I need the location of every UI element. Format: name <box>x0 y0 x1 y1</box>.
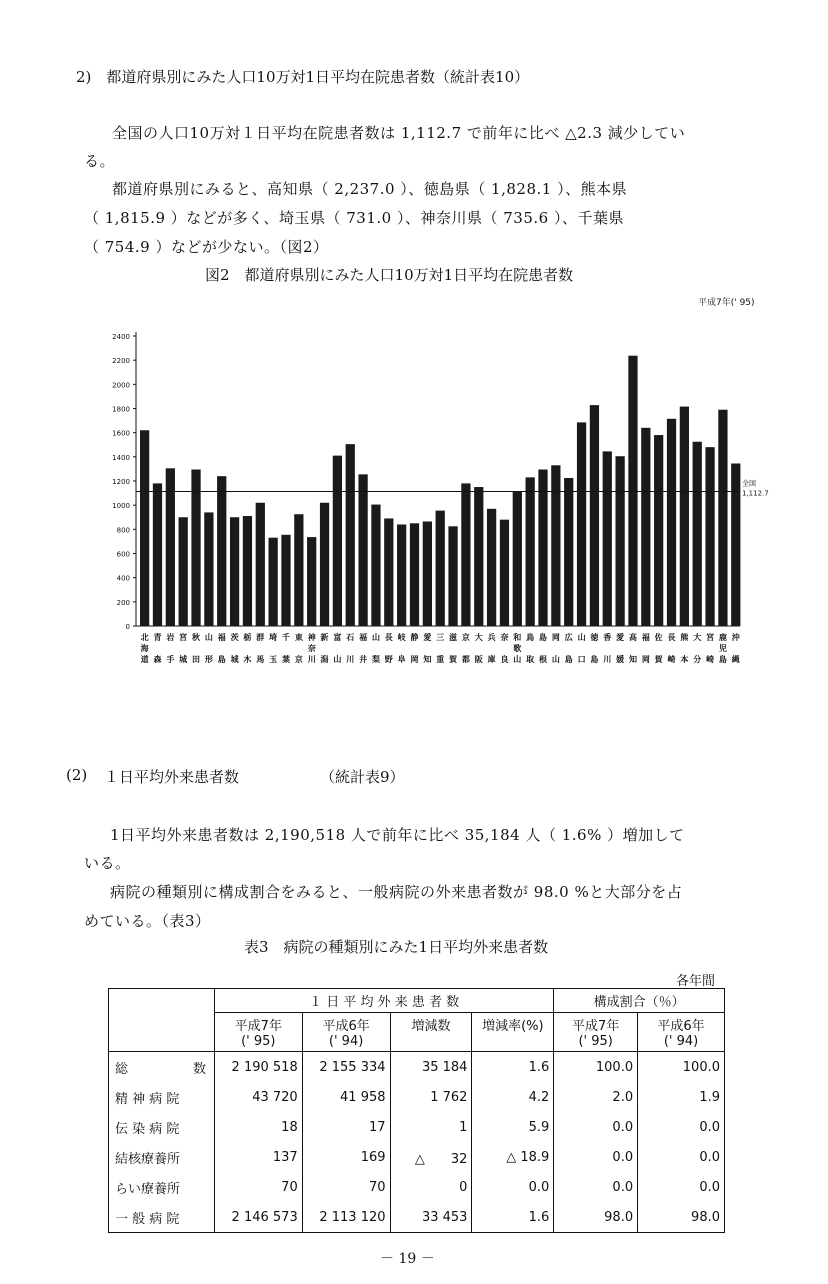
x-tick-label: 分 <box>693 655 702 664</box>
bar <box>384 518 393 626</box>
cell-c7: 0.0 <box>554 1142 638 1172</box>
x-tick-label: 取 <box>526 655 535 664</box>
reference-value: 1,112.7 <box>742 489 769 498</box>
x-tick-label: 長 <box>384 633 393 642</box>
y-tick-label: 1600 <box>112 429 130 438</box>
x-tick-label: 手 <box>166 655 175 664</box>
x-tick-label: 千 <box>281 633 290 642</box>
page-number: － 19 － <box>380 1251 435 1267</box>
cell-rate: 4.2 <box>472 1082 554 1112</box>
y-tick-label: 1400 <box>112 453 130 462</box>
y-tick-label: 600 <box>116 550 130 559</box>
row-label: らい療養所 <box>109 1172 215 1202</box>
x-tick-label: 葉 <box>281 655 290 664</box>
bar <box>153 483 162 626</box>
bar <box>551 465 560 626</box>
row-label: 一 般 病 院 <box>109 1202 215 1233</box>
x-tick-label: 茨 <box>230 633 239 642</box>
table-row <box>109 1112 725 1142</box>
bar <box>603 451 612 626</box>
bar <box>513 492 522 626</box>
col-header-h7: 平成7年 (' 95) <box>214 1013 302 1052</box>
x-tick-label: 岐 <box>397 633 406 642</box>
figure-caption: 図2 都道府県別にみた人口10万対1日平均在院患者数 <box>205 266 574 284</box>
y-tick-label: 1200 <box>112 478 130 486</box>
y-tick-label: 2400 <box>112 333 130 341</box>
cell-h6: 70 <box>302 1172 390 1202</box>
cell-rate: 0.0 <box>472 1172 554 1202</box>
section2-para1-line1: 1日平均外来患者数は 2,190,518 人で前年に比べ 35,184 人（ 1.6% ）増加して <box>110 826 685 844</box>
x-tick-label: 児 <box>718 644 727 653</box>
y-tick-label: 2200 <box>112 357 130 366</box>
cell-diff: 35 184 <box>390 1052 472 1083</box>
table-row <box>109 1142 725 1172</box>
x-tick-label: 島 <box>564 655 573 664</box>
x-tick-label: 海 <box>140 644 149 653</box>
table-header-row-1 <box>109 989 725 1013</box>
x-tick-label: 青 <box>153 633 162 642</box>
x-tick-label: 森 <box>153 655 162 664</box>
bar <box>628 356 637 626</box>
cell-c6: 0.0 <box>638 1112 725 1142</box>
x-tick-label: 石 <box>346 633 355 642</box>
x-tick-label: 静 <box>410 633 419 642</box>
x-tick-label: 佐 <box>654 633 663 642</box>
y-tick-label: 1000 <box>112 502 130 511</box>
x-tick-label: 阪 <box>474 655 483 664</box>
bar <box>204 512 213 626</box>
x-tick-label: 鹿 <box>718 633 727 642</box>
bar <box>731 463 740 626</box>
table-row-total <box>109 1052 725 1083</box>
x-tick-label: 高 <box>628 633 637 642</box>
x-tick-label: 庫 <box>487 655 496 664</box>
cell-c6: 100.0 <box>638 1052 725 1083</box>
x-tick-label: 井 <box>359 655 368 664</box>
col-header-diff: 増減数 <box>390 1013 472 1052</box>
row-label: 総 数 <box>109 1052 215 1083</box>
bar <box>448 526 457 626</box>
bar <box>654 435 663 626</box>
x-tick-label: 島 <box>539 633 548 642</box>
cell-h7: 137 <box>214 1142 302 1172</box>
col-header-rate: 増減率(%) <box>472 1013 554 1052</box>
bar <box>705 447 714 626</box>
x-tick-label: 崎 <box>706 655 715 664</box>
x-tick-label: 宮 <box>179 633 188 642</box>
x-tick-label: 神 <box>307 633 316 642</box>
bar <box>281 535 290 626</box>
x-tick-label: 山 <box>513 655 522 664</box>
x-tick-label: 形 <box>204 655 213 664</box>
bar <box>243 516 252 626</box>
cell-h6: 169 <box>302 1142 390 1172</box>
x-tick-label: 京 <box>294 655 303 664</box>
y-tick-label: 1800 <box>112 405 130 414</box>
x-tick-label: 良 <box>500 655 509 664</box>
x-tick-label: 新 <box>320 633 329 642</box>
x-tick-label: 埼 <box>269 633 278 642</box>
cell-h6: 17 <box>302 1112 390 1142</box>
bar <box>680 407 689 626</box>
bar <box>307 537 316 626</box>
bar <box>371 505 380 626</box>
bar <box>423 521 432 626</box>
cell-c6: 0.0 <box>638 1142 725 1172</box>
x-tick-label: 崎 <box>667 655 676 664</box>
x-tick-label: 東 <box>294 633 303 642</box>
x-tick-label: 香 <box>603 633 612 642</box>
section1-para2-line1: 都道府県別にみると、高知県（ 2,237.0 ）、徳島県（ 1,828.1 ）、熊本県 <box>112 180 628 198</box>
cell-h6: 41 958 <box>302 1082 390 1112</box>
x-tick-label: 愛 <box>616 633 625 642</box>
x-tick-label: 城 <box>230 655 239 664</box>
bar <box>140 430 149 626</box>
bar <box>230 517 239 626</box>
x-tick-label: 都 <box>461 655 470 664</box>
section1-para1-line2: る。 <box>84 152 116 170</box>
bar <box>256 503 265 626</box>
cell-c7: 2.0 <box>554 1082 638 1112</box>
cell-c7: 100.0 <box>554 1052 638 1083</box>
bar <box>577 422 586 626</box>
bar <box>346 444 355 626</box>
cell-rate: 5.9 <box>472 1112 554 1142</box>
chart-bars <box>140 356 740 626</box>
section1-para1-line1: 全国の人口10万対１日平均在院患者数は 1,112.7 で前年に比べ △2.3 減少してい <box>112 124 686 142</box>
bar <box>718 410 727 626</box>
bar <box>269 538 278 626</box>
bar <box>590 405 599 626</box>
reference-label: 全国 <box>742 479 756 488</box>
y-tick-label: 400 <box>116 574 130 583</box>
x-tick-label: 福 <box>641 633 650 642</box>
cell-h6: 2 155 334 <box>302 1052 390 1083</box>
x-tick-label: 城 <box>179 655 188 664</box>
x-tick-label: 兵 <box>487 633 496 642</box>
section1-heading: 2) 都道府県別にみた人口10万対1日平均在院患者数（統計表10） <box>76 68 530 86</box>
x-tick-label: 山 <box>577 633 586 642</box>
bar <box>526 477 535 626</box>
x-tick-label: 大 <box>474 633 483 642</box>
cell-c6: 1.9 <box>638 1082 725 1112</box>
section1-para2-line2: （ 1,815.9 ）などが多く、埼玉県（ 731.0 ）、神奈川県（ 735.6 ）、千葉県 <box>84 209 624 227</box>
x-tick-label: 島 <box>217 655 226 664</box>
x-tick-label: 福 <box>217 633 226 642</box>
section2-para2-line1: 病院の種類別に構成割合をみると、一般病院の外来患者数が 98.0 %と大部分を占 <box>110 883 683 901</box>
x-tick-label: 歌 <box>513 644 522 653</box>
bar <box>358 474 367 626</box>
y-tick-label: 800 <box>116 526 130 535</box>
x-tick-label: 島 <box>590 655 599 664</box>
y-tick-label: 2000 <box>112 381 130 390</box>
x-tick-label: 京 <box>461 633 470 642</box>
x-tick-label: 山 <box>333 655 342 664</box>
cell-rate: △ 18.9 <box>472 1142 554 1172</box>
row-label: 伝 染 病 院 <box>109 1112 215 1142</box>
x-tick-label: 川 <box>307 655 316 664</box>
cell-c7: 0.0 <box>554 1172 638 1202</box>
x-tick-label: 栃 <box>243 633 252 642</box>
x-tick-label: 宮 <box>706 633 715 642</box>
x-tick-label: 長 <box>667 633 676 642</box>
bar-chart <box>90 318 769 688</box>
bar <box>294 514 303 626</box>
x-tick-label: 川 <box>346 655 355 664</box>
x-tick-label: 愛 <box>423 633 432 642</box>
cell-h7: 43 720 <box>214 1082 302 1112</box>
x-tick-label: 木 <box>243 655 252 664</box>
bar <box>474 487 483 626</box>
x-tick-label: 潟 <box>320 655 329 664</box>
cell-diff: 33 453 <box>390 1202 472 1233</box>
x-tick-label: 岡 <box>410 655 419 664</box>
x-tick-label: 田 <box>192 655 201 664</box>
section2-heading-number: (2) <box>66 766 88 784</box>
x-tick-label: 岡 <box>551 633 560 642</box>
table-group-header-ratio: 構成割合（％） <box>554 989 725 1013</box>
x-tick-label: 福 <box>359 633 368 642</box>
cell-h7: 18 <box>214 1112 302 1142</box>
table-group-header-patients: １ 日 平 均 外 来 患 者 数 <box>214 989 553 1013</box>
x-tick-label: 奈 <box>500 633 509 642</box>
x-tick-label: 滋 <box>449 633 458 642</box>
row-label: 結核療養所 <box>109 1142 215 1172</box>
col-header-c6: 平成6年 (' 94) <box>638 1013 725 1052</box>
x-tick-label: 道 <box>140 655 149 664</box>
bar <box>179 517 188 626</box>
cell-c7: 0.0 <box>554 1112 638 1142</box>
cell-h7: 70 <box>214 1172 302 1202</box>
section2-heading-ref: （統計表9） <box>320 768 405 786</box>
cell-h7: 2 146 573 <box>214 1202 302 1233</box>
bar <box>693 442 702 626</box>
bar <box>191 470 200 626</box>
x-tick-label: 群 <box>256 633 265 642</box>
section2-heading-text: １日平均外来患者数 <box>104 768 240 786</box>
cell-c7: 98.0 <box>554 1202 638 1233</box>
cell-h6: 2 113 120 <box>302 1202 390 1233</box>
bar <box>615 456 624 626</box>
x-tick-label: 富 <box>333 633 342 642</box>
x-tick-label: 和 <box>513 633 522 642</box>
x-tick-label: 奈 <box>307 644 316 653</box>
figure-year-note: 平成7年(' 95) <box>698 298 755 308</box>
x-tick-label: 阜 <box>397 655 406 664</box>
x-tick-label: 三 <box>436 633 445 642</box>
x-tick-label: 縄 <box>731 655 740 664</box>
cell-c6: 98.0 <box>638 1202 725 1233</box>
section2-para2-line2: めている。（表3） <box>84 912 211 930</box>
col-header-h6: 平成6年 (' 94) <box>302 1013 390 1052</box>
bar <box>397 525 406 627</box>
table-row <box>109 1082 725 1112</box>
x-tick-label: 鳥 <box>526 633 535 642</box>
table-caption: 表3 病院の種類別にみた1日平均外来患者数 <box>244 938 549 956</box>
x-tick-label: 知 <box>628 655 637 664</box>
bar <box>500 520 509 626</box>
x-tick-label: 山 <box>551 655 560 664</box>
chart-x-labels <box>140 632 740 664</box>
bar <box>667 419 676 626</box>
cell-c6: 0.0 <box>638 1172 725 1202</box>
table-unit-note: 各年間 <box>676 974 716 989</box>
bar <box>487 509 496 626</box>
x-tick-label: 口 <box>577 655 586 664</box>
x-tick-label: 梨 <box>371 655 380 664</box>
x-tick-label: 北 <box>140 633 149 642</box>
y-tick-label: 200 <box>116 598 130 607</box>
table-row <box>109 1202 725 1233</box>
cell-h7: 2 190 518 <box>214 1052 302 1083</box>
bar <box>564 478 573 626</box>
x-tick-label: 徳 <box>590 633 599 642</box>
x-tick-label: 重 <box>436 655 445 664</box>
cell-diff: 1 <box>390 1112 472 1142</box>
section1-para2-line3: （ 754.9 ）などが少ない。（図2） <box>84 238 329 256</box>
x-tick-label: 媛 <box>616 655 625 664</box>
x-tick-label: 知 <box>423 655 432 664</box>
x-tick-label: 岩 <box>166 633 175 642</box>
x-tick-label: 賀 <box>449 655 458 664</box>
x-tick-label: 沖 <box>731 633 740 642</box>
x-tick-label: 秋 <box>192 633 201 642</box>
cell-rate: 1.6 <box>472 1202 554 1233</box>
bar <box>538 470 547 626</box>
col-header-c7: 平成7年 (' 95) <box>554 1013 638 1052</box>
table-row <box>109 1172 725 1202</box>
bar <box>333 456 342 626</box>
x-tick-label: 大 <box>693 633 702 642</box>
cell-diff: 0 <box>390 1172 472 1202</box>
x-tick-label: 賀 <box>654 655 663 664</box>
cell-rate: 1.6 <box>472 1052 554 1083</box>
bar <box>641 428 650 626</box>
x-tick-label: 広 <box>564 633 573 642</box>
x-tick-label: 玉 <box>269 655 278 664</box>
table-corner-cell <box>109 989 215 1052</box>
x-tick-label: 熊 <box>680 633 689 642</box>
cell-diff: △ 32 <box>390 1142 472 1172</box>
x-tick-label: 岡 <box>641 655 650 664</box>
bar <box>436 511 445 626</box>
x-tick-label: 野 <box>384 655 393 664</box>
bar <box>217 476 226 626</box>
table-3 <box>108 988 725 1233</box>
cell-diff: 1 762 <box>390 1082 472 1112</box>
x-tick-label: 根 <box>539 655 548 664</box>
bar <box>461 483 470 626</box>
row-label: 精 神 病 院 <box>109 1082 215 1112</box>
x-tick-label: 本 <box>680 655 689 664</box>
bar <box>410 523 419 626</box>
x-tick-label: 島 <box>718 655 727 664</box>
bar <box>320 503 329 626</box>
x-tick-label: 山 <box>371 633 380 642</box>
x-tick-label: 川 <box>603 655 612 664</box>
y-tick-label: 0 <box>125 623 130 631</box>
x-tick-label: 馬 <box>256 655 265 664</box>
x-tick-label: 山 <box>204 633 213 642</box>
section2-para1-line2: いる。 <box>84 854 131 872</box>
